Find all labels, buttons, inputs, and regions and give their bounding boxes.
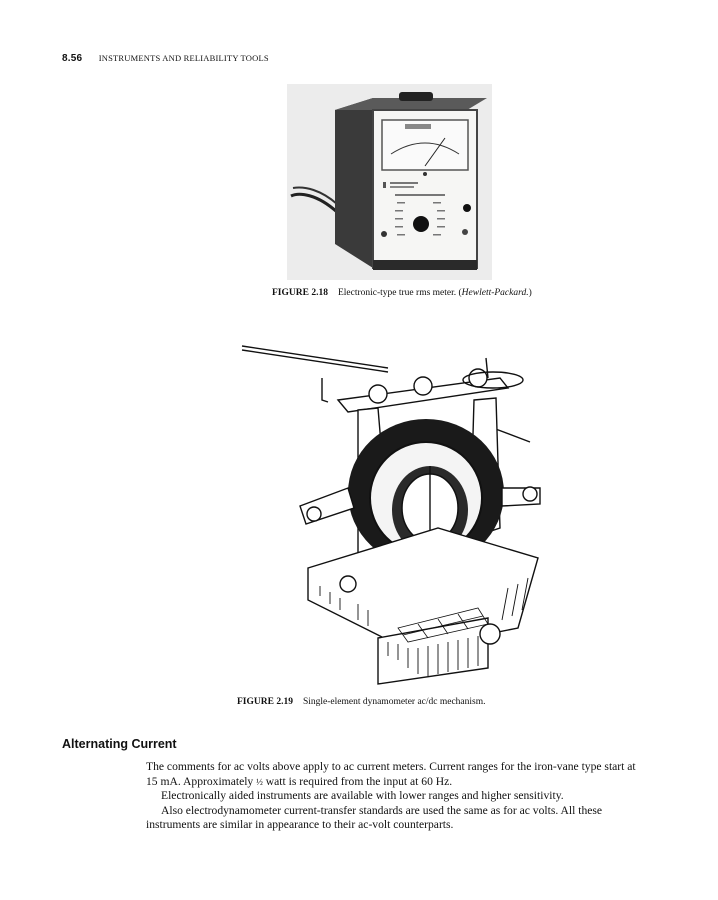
- paragraph-1-text: The comments for ac volts above apply to ac current meters. Current ranges for the iron-vane type start at 15 mA. Approximately: [146, 760, 636, 788]
- paragraph-1-text-end: watt is required from the input at 60 Hz.: [262, 774, 453, 788]
- rms-meter-illustration: [287, 84, 492, 280]
- figure-2-18-credit: Hewlett-Packard.: [461, 288, 529, 298]
- fraction-one-half: ½: [256, 776, 263, 787]
- figure-2-18-caption-text: Electronic-type true rms meter. (: [337, 288, 462, 298]
- page-number: 8.56: [62, 53, 83, 64]
- paragraph-2: Electronically aided instruments are available with lower ranges and higher sensitivity.: [161, 789, 564, 802]
- paragraph-1: [146, 760, 646, 789]
- figure-2-18-caption-end: ): [528, 288, 532, 298]
- figure-2-19-caption: [237, 697, 557, 707]
- figure-2-18-label: FIGURE 2.18: [272, 288, 328, 298]
- dynamometer-mechanism-illustration: [238, 338, 543, 690]
- figure-2-19-label: FIGURE 2.19: [237, 697, 293, 707]
- running-header: [62, 53, 269, 64]
- figure-2-18-caption: [272, 287, 532, 299]
- running-title: INSTRUMENTS AND RELIABILITY TOOLS: [98, 53, 269, 63]
- figure-2-19-drawing: [238, 338, 543, 690]
- paragraph-3: Also electrodynamometer current-transfer standards are used the same as for ac volts. All these instruments are similar in appearance to their ac-volt counterparts.: [146, 803, 603, 831]
- body-text: [146, 760, 646, 833]
- section-heading: Alternating Current: [62, 737, 177, 751]
- figure-2-19-caption-text: Single-element dynamometer ac/dc mechanism.: [302, 697, 486, 707]
- figure-2-18-photo: [287, 84, 492, 280]
